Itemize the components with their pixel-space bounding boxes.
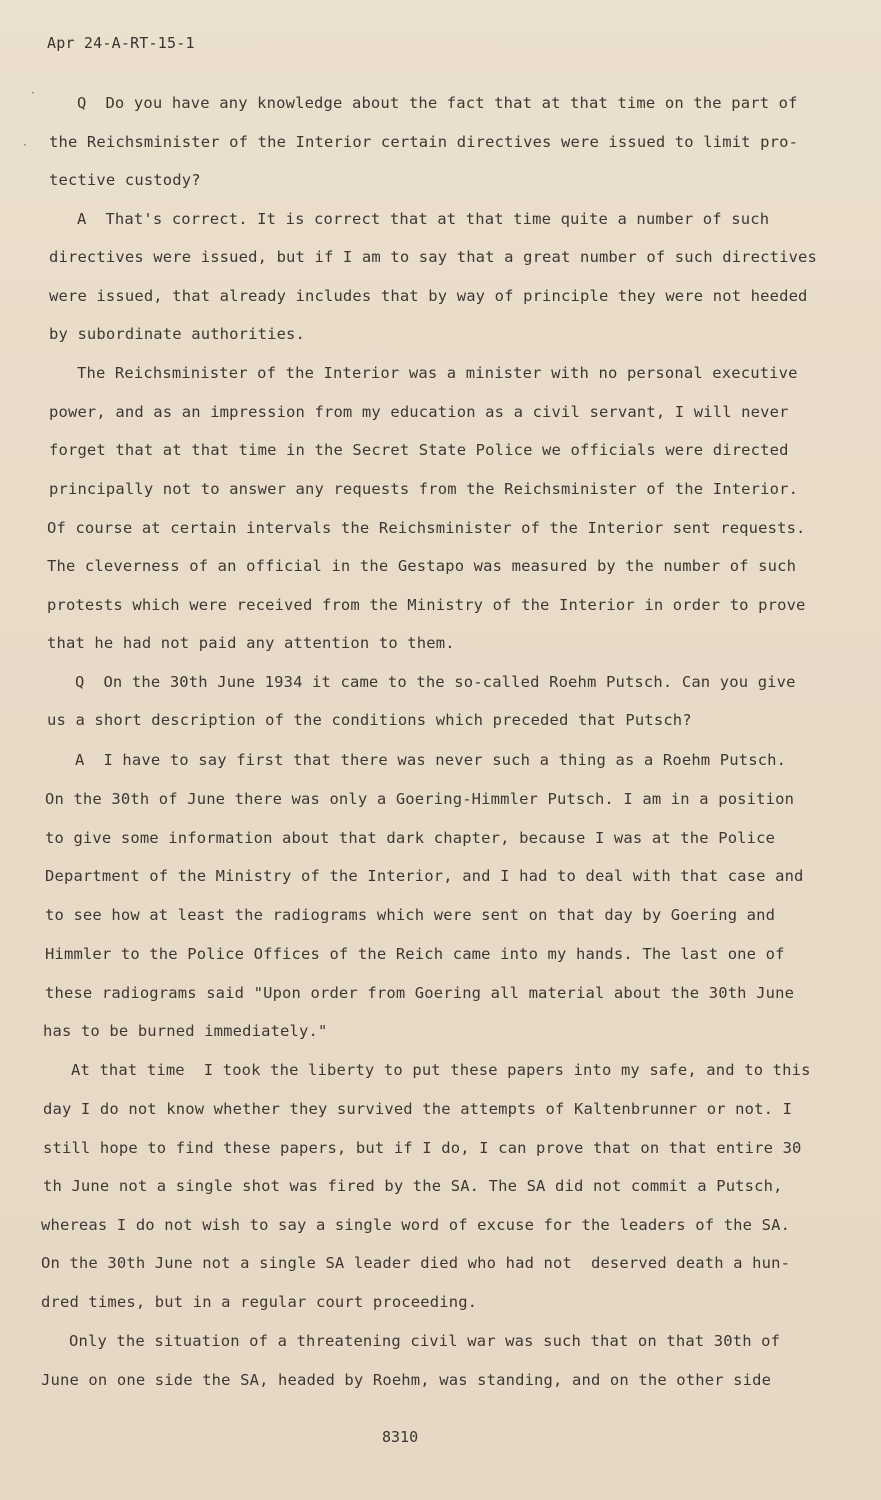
- text-line: these radiograms said "Upon order from Goering all material about the 30th June: [45, 984, 795, 1002]
- text-line: directives were issued, but if I am to say that a great number of such directives: [49, 248, 818, 266]
- text-line: A That's correct. It is correct that at that time quite a number of such: [77, 210, 770, 228]
- text-line: that he had not paid any attention to them.: [47, 634, 455, 652]
- text-line: On the 30th June not a single SA leader died who had not deserved death a hun-: [41, 1254, 791, 1272]
- page-number: 8310: [382, 1428, 419, 1446]
- text-line: still hope to find these papers, but if I do, I can prove that on that entire 30: [43, 1139, 802, 1157]
- document-reference-header: Apr 24-A-RT-15-1: [47, 34, 195, 52]
- text-line: dred times, but in a regular court proceeding.: [41, 1293, 478, 1311]
- text-line: were issued, that already includes that by way of principle they were not heeded: [49, 287, 808, 305]
- text-line: power, and as an impression from my education as a civil servant, I will never: [49, 403, 789, 421]
- margin-mark: ·: [30, 88, 37, 99]
- text-line: Of course at certain intervals the Reichsminister of the Interior sent requests.: [47, 519, 806, 537]
- text-line: to see how at least the radiograms which were sent on that day by Goering and: [45, 906, 776, 924]
- text-line: Q On the 30th June 1934 it came to the so-called Roehm Putsch. Can you give: [75, 673, 796, 691]
- text-line: whereas I do not wish to say a single word of excuse for the leaders of the SA.: [41, 1216, 791, 1234]
- text-line: th June not a single shot was fired by the SA. The SA did not commit a Putsch,: [43, 1177, 783, 1195]
- text-line: has to be burned immediately.": [43, 1022, 328, 1040]
- text-line: The cleverness of an official in the Gestapo was measured by the number of such: [47, 557, 797, 575]
- text-line: principally not to answer any requests from the Reichsminister of the Interior.: [49, 480, 799, 498]
- text-line: June on one side the SA, headed by Roehm, was standing, and on the other side: [41, 1371, 772, 1389]
- text-line: day I do not know whether they survived the attempts of Kaltenbrunner or not. I: [43, 1100, 793, 1118]
- text-line: At that time I took the liberty to put these papers into my safe, and to this: [71, 1061, 811, 1079]
- text-line: us a short description of the conditions which preceded that Putsch?: [47, 711, 692, 729]
- margin-mark: ·: [22, 140, 29, 151]
- text-line: Q Do you have any knowledge about the fact that at that time on the part of: [77, 94, 798, 112]
- text-line: Department of the Ministry of the Interior, and I had to deal with that case and: [45, 867, 804, 885]
- text-line: A I have to say first that there was never such a thing as a Roehm Putsch.: [75, 751, 787, 769]
- text-line: the Reichsminister of the Interior certain directives were issued to limit pro-: [49, 133, 799, 151]
- text-line: to give some information about that dark chapter, because I was at the Police: [45, 829, 776, 847]
- text-line: forget that at that time in the Secret State Police we officials were directed: [49, 441, 789, 459]
- text-line: by subordinate authorities.: [49, 325, 306, 343]
- text-line: Only the situation of a threatening civil war was such that on that 30th of: [69, 1332, 781, 1350]
- text-line: Himmler to the Police Offices of the Reich came into my hands. The last one of: [45, 945, 785, 963]
- text-line: protests which were received from the Ministry of the Interior in order to prove: [47, 596, 806, 614]
- text-line: The Reichsminister of the Interior was a minister with no personal executive: [77, 364, 798, 382]
- text-line: On the 30th of June there was only a Goering-Himmler Putsch. I am in a position: [45, 790, 795, 808]
- text-line: tective custody?: [49, 171, 201, 189]
